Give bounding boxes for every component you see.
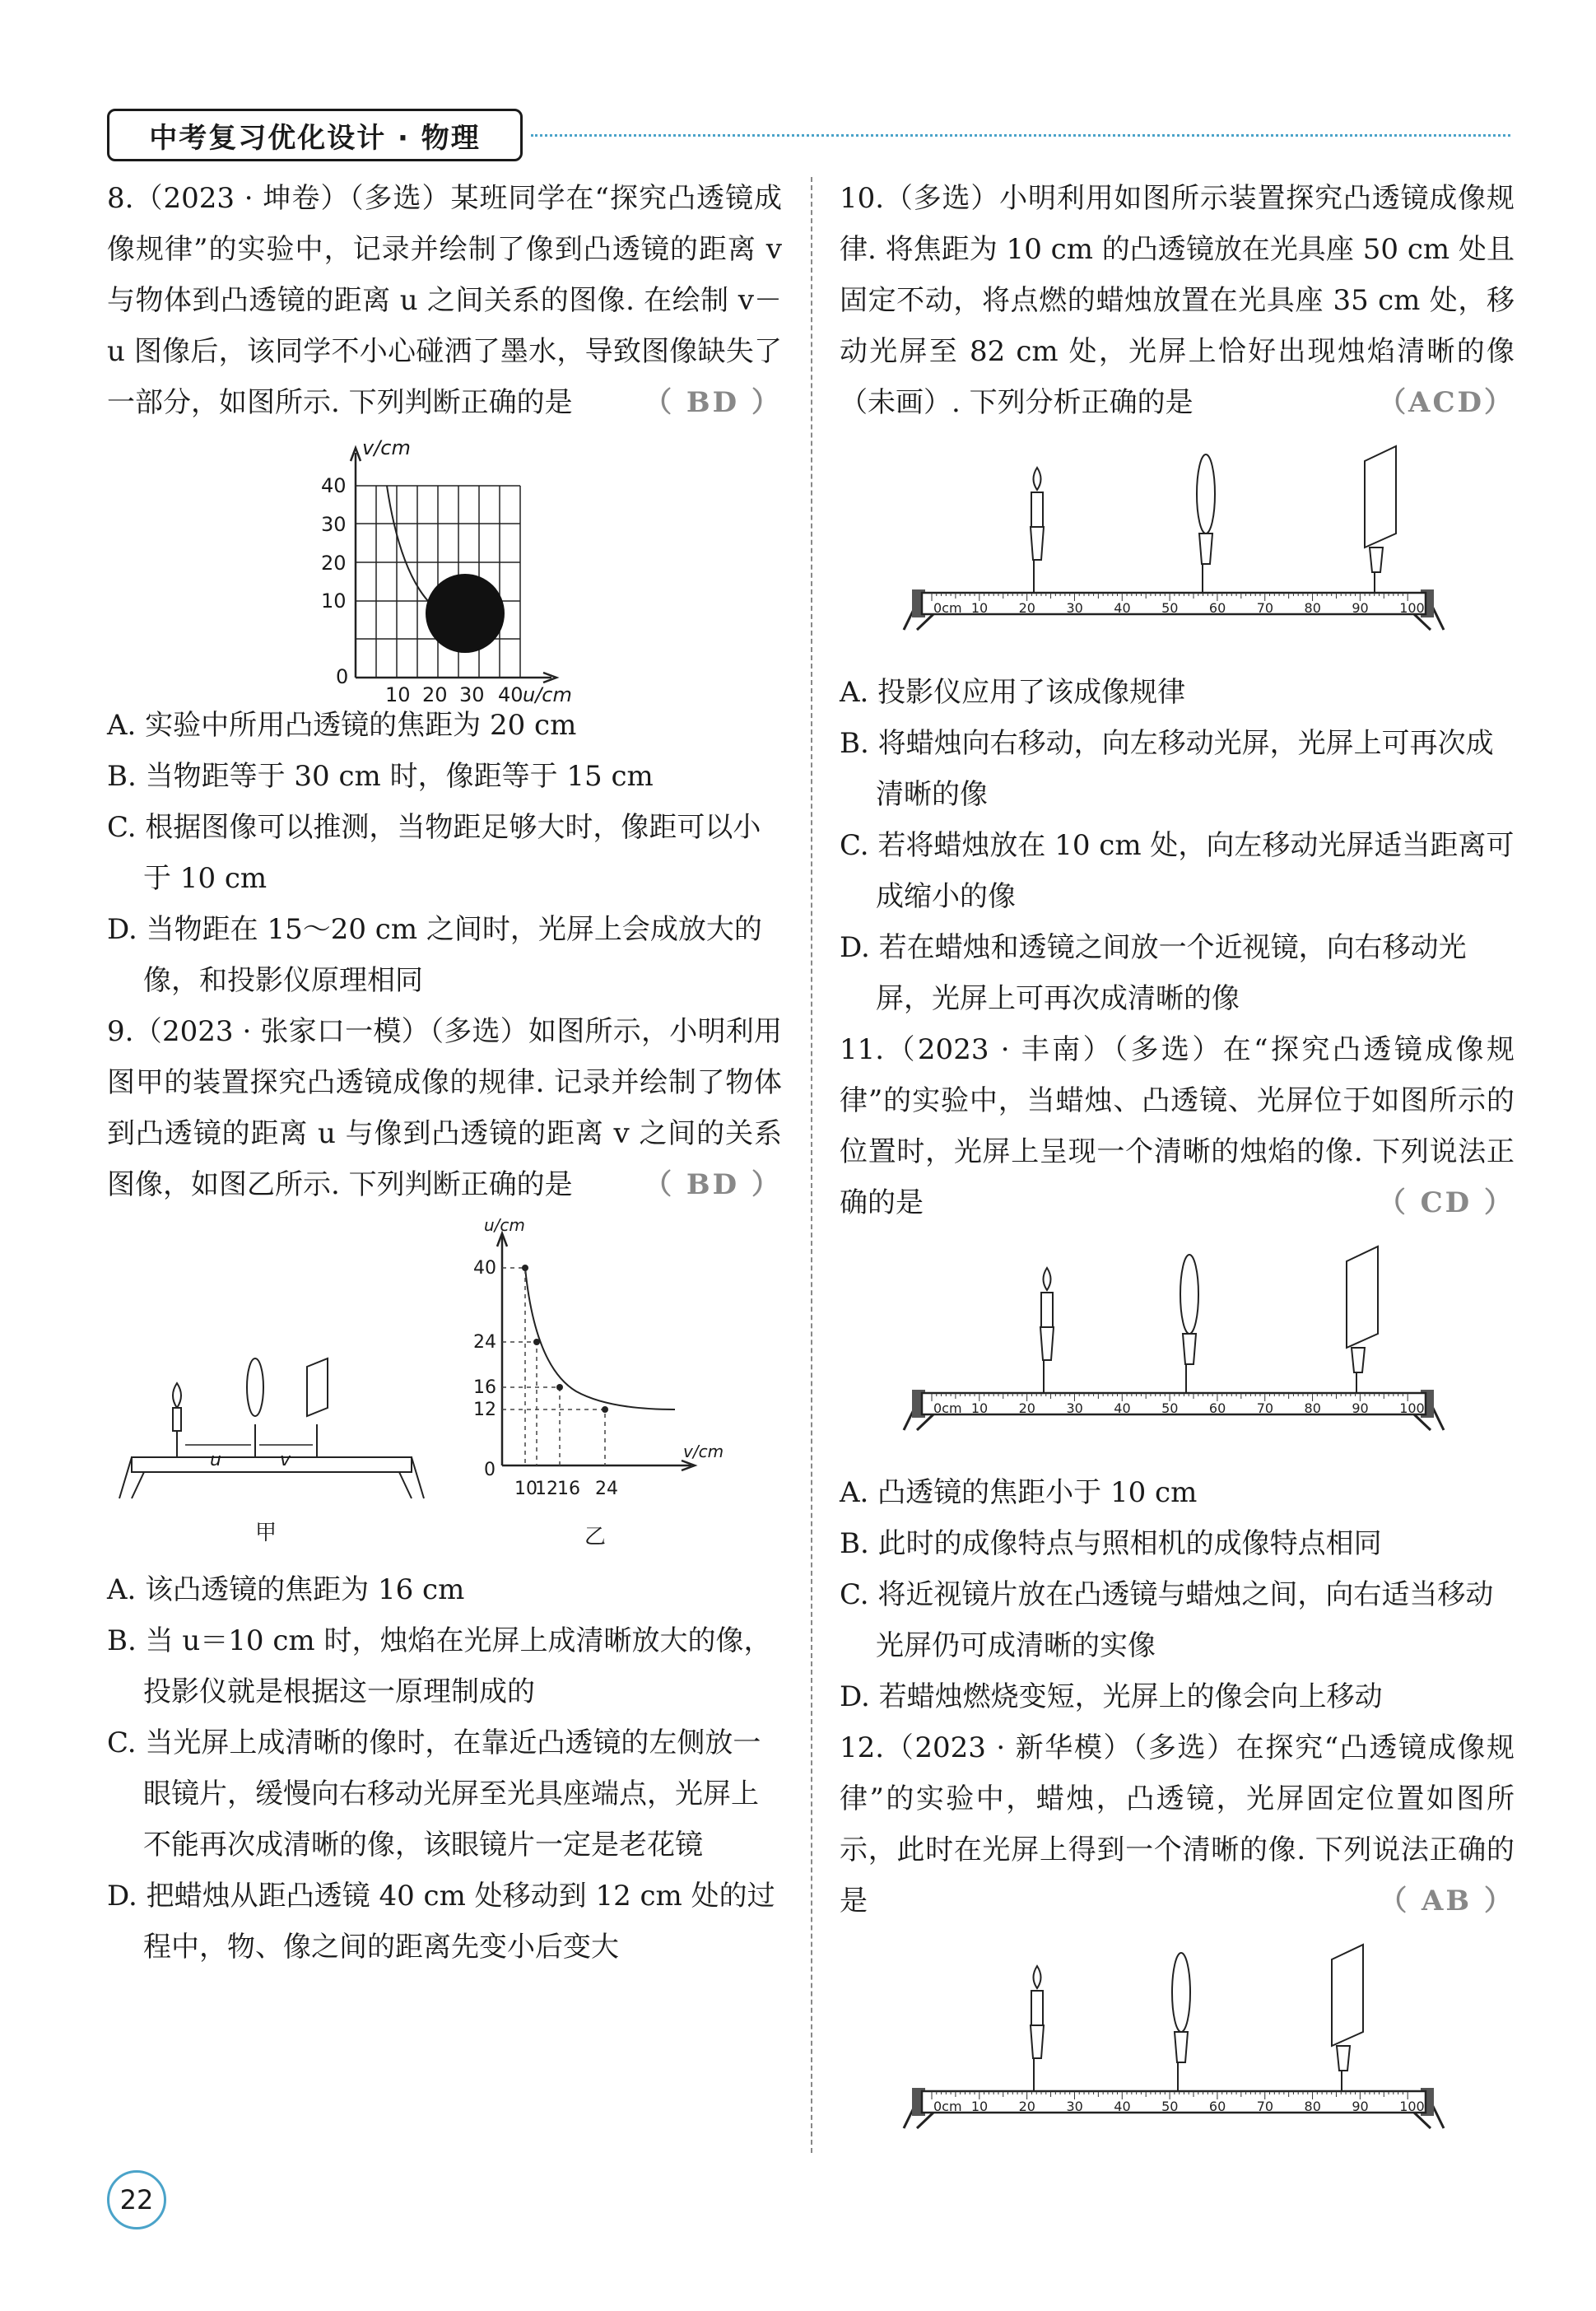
bench-scale-label: 80 xyxy=(1304,1400,1321,1416)
ink-blot xyxy=(426,574,505,653)
bench-scale-label: 10 xyxy=(970,2099,989,2114)
q10-optical-bench-figure xyxy=(897,436,1457,659)
bench-scale-label: 80 xyxy=(1304,2099,1321,2114)
q8-xtick: 20 xyxy=(422,683,448,706)
question-11 xyxy=(840,1024,1515,1228)
bench-scale-label: 60 xyxy=(1208,1400,1226,1416)
q9-option-c: C. 当光屏上成清晰的像时，在靠近凸透镜的左侧放一眼镜片，缓慢向右移动光屏至光具座端点，光屏上不能再次成清晰的像，该眼镜片一定是老花镜 xyxy=(107,1726,761,1861)
q8-xtick: 30 xyxy=(459,683,485,706)
question-10-answer: （ACD） xyxy=(1378,386,1515,419)
screen-holder xyxy=(1352,1348,1365,1393)
bench-scale-label: 40 xyxy=(1114,2099,1131,2114)
q9-xtick: 12 xyxy=(535,1479,558,1499)
q11-option-a: A. 凸透镜的焦距小于 10 cm xyxy=(840,1476,1198,1509)
bench-scale-label: 100 xyxy=(1399,1400,1425,1416)
convex-lens-icon xyxy=(1172,1953,1190,2032)
q10-option-a: A. 投影仪应用了该成像规律 xyxy=(840,676,1186,709)
bench-scale-label: 30 xyxy=(1066,600,1083,616)
q10-option-d: D. 若在蜡烛和透镜之间放一个近视镜，向右移动光屏，光屏上可再次成清晰的像 xyxy=(840,931,1467,1015)
question-11-answer: （ CD ） xyxy=(1377,1186,1515,1219)
q9-xtick: 16 xyxy=(557,1479,580,1499)
q8-ytick: 40 xyxy=(321,474,347,497)
light-screen-icon xyxy=(1347,1246,1378,1348)
q9-origin: 0 xyxy=(484,1460,496,1480)
bench-scale-label: 70 xyxy=(1256,600,1274,616)
question-12 xyxy=(840,1722,1515,1927)
candle-icon xyxy=(1041,1293,1053,1327)
question-8-answer: （ BD ） xyxy=(644,386,782,419)
candle-flame-icon xyxy=(1044,1268,1051,1290)
q9-option-b: B. 当 u＝10 cm 时，烛焰在光屏上成清晰放大的像，投影仪就是根据这一原理制成的 xyxy=(107,1624,772,1708)
candle-holder xyxy=(1031,527,1044,593)
q9-u-label: u xyxy=(210,1450,221,1470)
bench-scale-label: 0cm xyxy=(933,600,962,616)
bench-scale-label: 70 xyxy=(1256,1400,1274,1416)
q11-optical-bench-figure xyxy=(897,1237,1457,1459)
bench-scale-label: 50 xyxy=(1161,1400,1179,1416)
bench-scale-label: 100 xyxy=(1399,600,1425,616)
bench-scale-label: 80 xyxy=(1304,600,1321,616)
candle-flame-icon xyxy=(1034,468,1041,490)
candle-holder xyxy=(1031,2025,1044,2091)
bench-scale-label: 70 xyxy=(1256,2099,1274,2114)
q9-label-jia: 甲 xyxy=(255,1521,277,1545)
q9-ytick: 24 xyxy=(473,1332,496,1353)
question-10 xyxy=(840,173,1515,428)
lens-holder xyxy=(1183,1334,1196,1393)
q10-option-b: B. 将蜡烛向右移动，向左移动光屏，光屏上可再次成清晰的像 xyxy=(840,727,1494,811)
question-10-text: 10.（多选）小明利用如图所示装置探究凸透镜成像规律. 将焦距为 10 cm 的凸透镜放在光具座 50 cm 处且固定不动，将点燃的蜡烛放置在光具座 35 cm 处，移动光屏至 82 cm 处，光屏上恰好出现烛焰清晰的像（未画）. 下列分析正确的是 xyxy=(840,182,1515,419)
q9-ytick: 12 xyxy=(473,1400,496,1420)
q8-ytick: 10 xyxy=(321,589,347,613)
lens-holder xyxy=(1175,2032,1188,2091)
bench-scale-label: 40 xyxy=(1114,600,1131,616)
screen-holder xyxy=(1337,2046,1350,2091)
q8-xtick: 10 xyxy=(385,683,411,706)
header-dotted-rule xyxy=(531,134,1510,137)
page-number-text: 22 xyxy=(119,2184,154,2215)
candle-flame-icon xyxy=(1034,1966,1041,1988)
convex-lens-icon xyxy=(1180,1255,1198,1334)
candle-icon xyxy=(1031,492,1043,527)
column-divider xyxy=(811,177,812,2153)
question-9-text: 9.（2023 · 张家口一模）（多选）如图所示，小明利用图甲的装置探究凸透镜成像的规律. 记录并绘制了物体到凸透镜的距离 u 与像到凸透镜的距离 v 之间的关系图像，如图乙所示. 下列判断正确的是 xyxy=(107,1015,782,1201)
q8-ylabel: v/cm xyxy=(362,436,411,459)
bench-scale-label: 40 xyxy=(1114,1400,1131,1416)
q12-optical-bench-figure xyxy=(897,1935,1457,2157)
right-column xyxy=(840,173,1515,2165)
question-12-text: 12.（2023 · 新华模）（多选）在探究“凸透镜成像规律”的实验中，蜡烛，凸透镜，光屏固定位置如图所示，此时在光屏上得到一个清晰的像. 下列说法正确的是 xyxy=(840,1731,1515,1917)
bench-scale-label: 60 xyxy=(1208,600,1226,616)
q9-xlabel: v/cm xyxy=(683,1442,724,1461)
q8-option-c: C. 根据图像可以推测，当物距足够大时，像距可以小于 10 cm xyxy=(107,811,761,895)
candle-icon xyxy=(1031,1991,1043,2025)
q8-ytick: 20 xyxy=(321,552,347,575)
light-screen-icon xyxy=(1332,1945,1363,2046)
q8-vu-graph xyxy=(305,436,584,706)
bench-scale-label: 10 xyxy=(970,1400,989,1416)
question-12-answer: （ AB ） xyxy=(1379,1885,1515,1917)
q8-origin: 0 xyxy=(336,665,349,688)
bench-scale-label: 100 xyxy=(1399,2099,1425,2114)
q9-xtick: 10 xyxy=(514,1479,537,1499)
question-9-answer: （ BD ） xyxy=(644,1168,782,1201)
q9-ytick: 16 xyxy=(473,1377,496,1398)
bench-scale-label: 60 xyxy=(1208,2099,1226,2114)
header-title: 中考复习优化设计 · 物理 xyxy=(149,121,481,155)
convex-lens-icon xyxy=(1197,454,1215,533)
q11-option-d: D. 若蜡烛燃烧变短，光屏上的像会向上移动 xyxy=(840,1680,1383,1713)
book-title-header xyxy=(107,109,523,161)
question-11-text: 11.（2023 · 丰南）（多选）在“探究凸透镜成像规律”的实验中，当蜡烛、凸透镜、光屏位于如图所示的位置时，光屏上呈现一个清晰的烛焰的像. 下列说法正确的是 xyxy=(840,1033,1515,1219)
q9-figure xyxy=(115,1215,774,1556)
bench-scale-label: 20 xyxy=(1018,2099,1035,2114)
q9-option-d: D. 把蜡烛从距凸透镜 40 cm 处移动到 12 cm 处的过程中，物、像之间的距离先变小后变大 xyxy=(107,1880,775,1964)
page-number xyxy=(107,2170,166,2229)
question-8-text: 8.（2023 · 坤卷）（多选）某班同学在“探究凸透镜成像规律”的实验中，记录并绘制了像到凸透镜的距离 v 与物体到凸透镜的距离 u 之间关系的图像. 在绘制 v－u 图像后，该同学不小心碰洒了墨水，导致图像缺失了一部分，如图所示. 下列判断正确的是 xyxy=(107,182,782,419)
q8-option-b: B. 当物距等于 30 cm 时，像距等于 15 cm xyxy=(107,760,654,793)
question-8 xyxy=(107,173,782,428)
q10-option-c: C. 若将蜡烛放在 10 cm 处，向左移动光屏适当距离可成缩小的像 xyxy=(840,829,1515,913)
q9-option-a: A. 该凸透镜的焦距为 16 cm xyxy=(107,1573,465,1606)
screen-holder xyxy=(1370,547,1383,593)
q9-optical-bench xyxy=(119,1358,424,1498)
bench-scale-label: 20 xyxy=(1018,600,1035,616)
bench-scale-label: 0cm xyxy=(933,2099,962,2114)
q8-option-d: D. 当物距在 15～20 cm 之间时，光屏上会成放大的像，和投影仪原理相同 xyxy=(107,913,762,997)
bench-scale-label: 20 xyxy=(1018,1400,1035,1416)
light-screen-icon xyxy=(1365,446,1396,547)
q9-label-yi: 乙 xyxy=(584,1525,607,1549)
bench-scale-label: 50 xyxy=(1161,2099,1179,2114)
candle-holder xyxy=(1040,1327,1054,1393)
q11-option-c: C. 将近视镜片放在凸透镜与蜡烛之间，向右适当移动光屏仍可成清晰的实像 xyxy=(840,1578,1494,1662)
q11-option-b: B. 此时的成像特点与照相机的成像特点相同 xyxy=(840,1527,1382,1560)
q8-xlabel: u/cm xyxy=(523,683,572,706)
bench-scale-label: 0cm xyxy=(933,1400,962,1416)
bench-scale-label: 90 xyxy=(1352,600,1369,616)
lens-holder xyxy=(1199,533,1212,593)
q9-ytick: 40 xyxy=(473,1258,496,1279)
q9-ylabel: u/cm xyxy=(484,1215,525,1235)
q8-xtick: 40 xyxy=(498,683,523,706)
bench-scale-label: 30 xyxy=(1066,1400,1083,1416)
bench-scale-label: 90 xyxy=(1352,1400,1369,1416)
question-9 xyxy=(107,1006,782,1210)
q9-xtick: 24 xyxy=(595,1479,618,1499)
q8-ytick: 30 xyxy=(321,513,347,536)
bench-scale-label: 10 xyxy=(970,600,989,616)
q8-option-a: A. 实验中所用凸透镜的焦距为 20 cm xyxy=(107,709,577,742)
q9-v-label: v xyxy=(280,1450,291,1470)
bench-scale-label: 50 xyxy=(1161,600,1179,616)
bench-scale-label: 90 xyxy=(1352,2099,1369,2114)
left-column xyxy=(107,173,782,1973)
bench-scale-label: 30 xyxy=(1066,2099,1083,2114)
